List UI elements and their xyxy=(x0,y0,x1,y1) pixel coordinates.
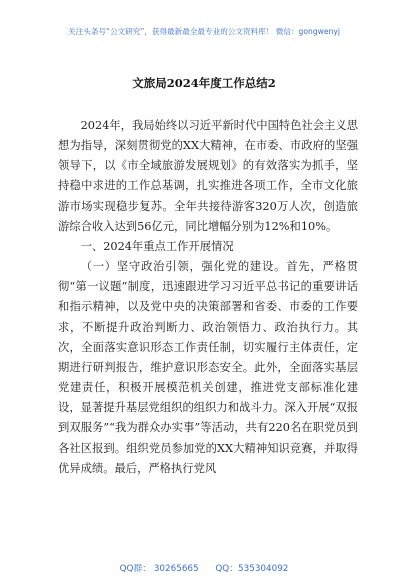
body-paragraph: （一）坚守政治引领，强化党的建设。首先，严格贯彻“第一议题”制度，迅速跟进学习习近平总书记的重要讲话和指示精神，以及党中央的决策部署和省委、市委的工作要求，不断提升政治判断力、政治领悟力、政治执行力。其次，全面落实意识形态工作责任制，切实履行主体责任，定期进行研判报告，维护意识形态安全。此外，全面落实基层党建责任，积极开展模范机关创建，推进党支部标准化建设，显著提升基层党组织的组织力和战斗力。深入开展“双报到双服务”“我为群众办实事”等活动，共有220名在职党员到各社区报到。组织党员参加党的XX大精神知识竞赛，并取得优异成绩。最后，严格执行党风 xyxy=(58,260,358,475)
document-body xyxy=(58,116,358,479)
header-notice: 关注头条号“公文研究”，获得最新最全最专业的公文资料库！ 微信：gongwenyj xyxy=(68,27,340,36)
document-title: 文旅局2024年度工作总结2 xyxy=(132,76,276,90)
footer-contact: QQ群： 30265665 QQ：535304092 xyxy=(119,564,289,574)
intro-paragraph: 2024年，我局始终以习近平新时代中国特色社会主义思想为指导，深刻贯彻党的XX大精神，在市委、市政府的坚强领导下，以《市全域旅游发展规划》的有效落实为抓手，坚持稳中求进的工作总基调，扎实推进各项工作，全市文化旅游市场实现稳步复苏。全年共接待游客320万人次，创造旅游综合收入达到56亿元，同比增幅分别为12%和10%。 xyxy=(58,119,358,233)
section-heading: 一、2024年重点工作开展情况 xyxy=(80,239,234,253)
